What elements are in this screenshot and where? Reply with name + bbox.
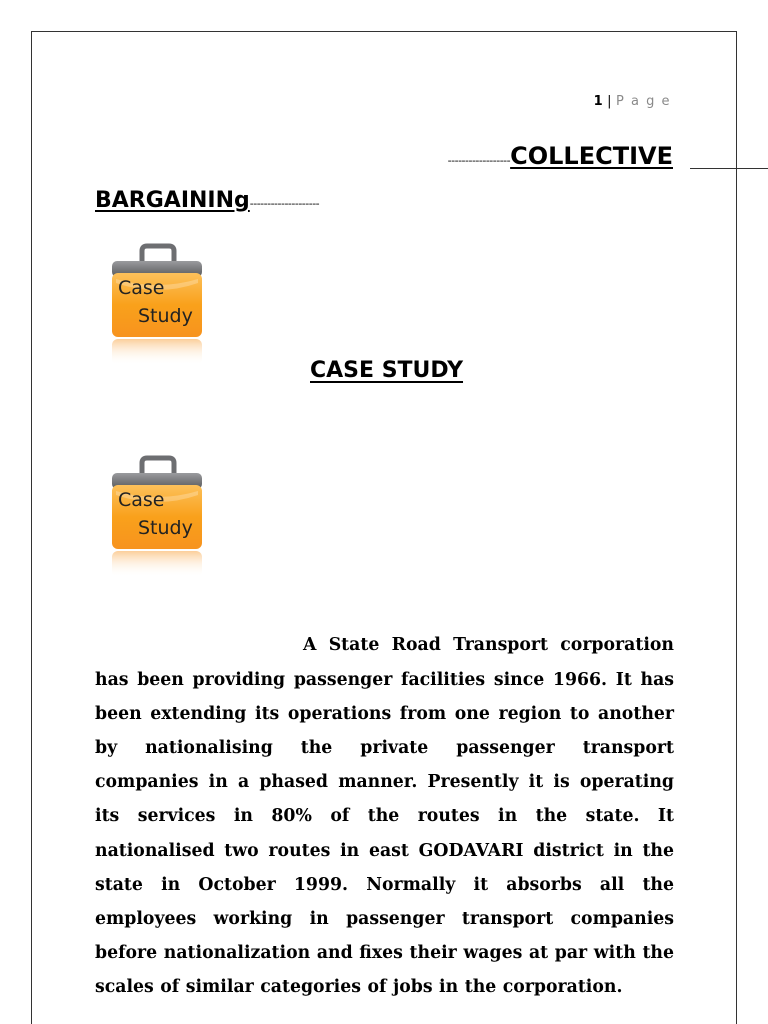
briefcase-label-study: Study bbox=[138, 305, 193, 327]
case-study-heading: CASE STUDY bbox=[310, 358, 464, 383]
header-rule bbox=[690, 168, 768, 169]
title-collective: COLLECTIVE bbox=[510, 142, 673, 170]
briefcase-case-study-icon bbox=[110, 455, 206, 585]
title-bargaining: BARGAININg bbox=[95, 188, 250, 213]
page-number-separator: | bbox=[607, 94, 614, 109]
title-line-1 bbox=[448, 140, 673, 177]
page-number-value: 1 bbox=[593, 94, 605, 109]
title-leading-dashes: ------------------ bbox=[447, 154, 511, 167]
briefcase-label-case: Case bbox=[118, 277, 165, 299]
briefcase-label-case: Case bbox=[118, 489, 165, 511]
briefcase-label-study: Study bbox=[138, 517, 193, 539]
page-word: P a g e bbox=[616, 94, 671, 109]
title-trailing-dashes: -------------------- bbox=[249, 197, 320, 210]
body-paragraph: A State Road Transport corporation has been providing passenger facilities since 1966. It has been extending its operations from one region to another by nationalising the private passenger transport companies in a phased manner. Presently it is operating its services in 80% of the routes in the state. It nationalised two routes in east GODAVARI district in the state in October 1999. Normally it absorbs all the employees working in passenger transport companies before nationalization and fixes their wages at par with the scales of similar categories of jobs in the corporation. bbox=[95, 635, 674, 998]
briefcase-case-study-icon bbox=[110, 243, 206, 373]
page-number bbox=[594, 94, 671, 109]
title-line-2 bbox=[95, 186, 319, 219]
